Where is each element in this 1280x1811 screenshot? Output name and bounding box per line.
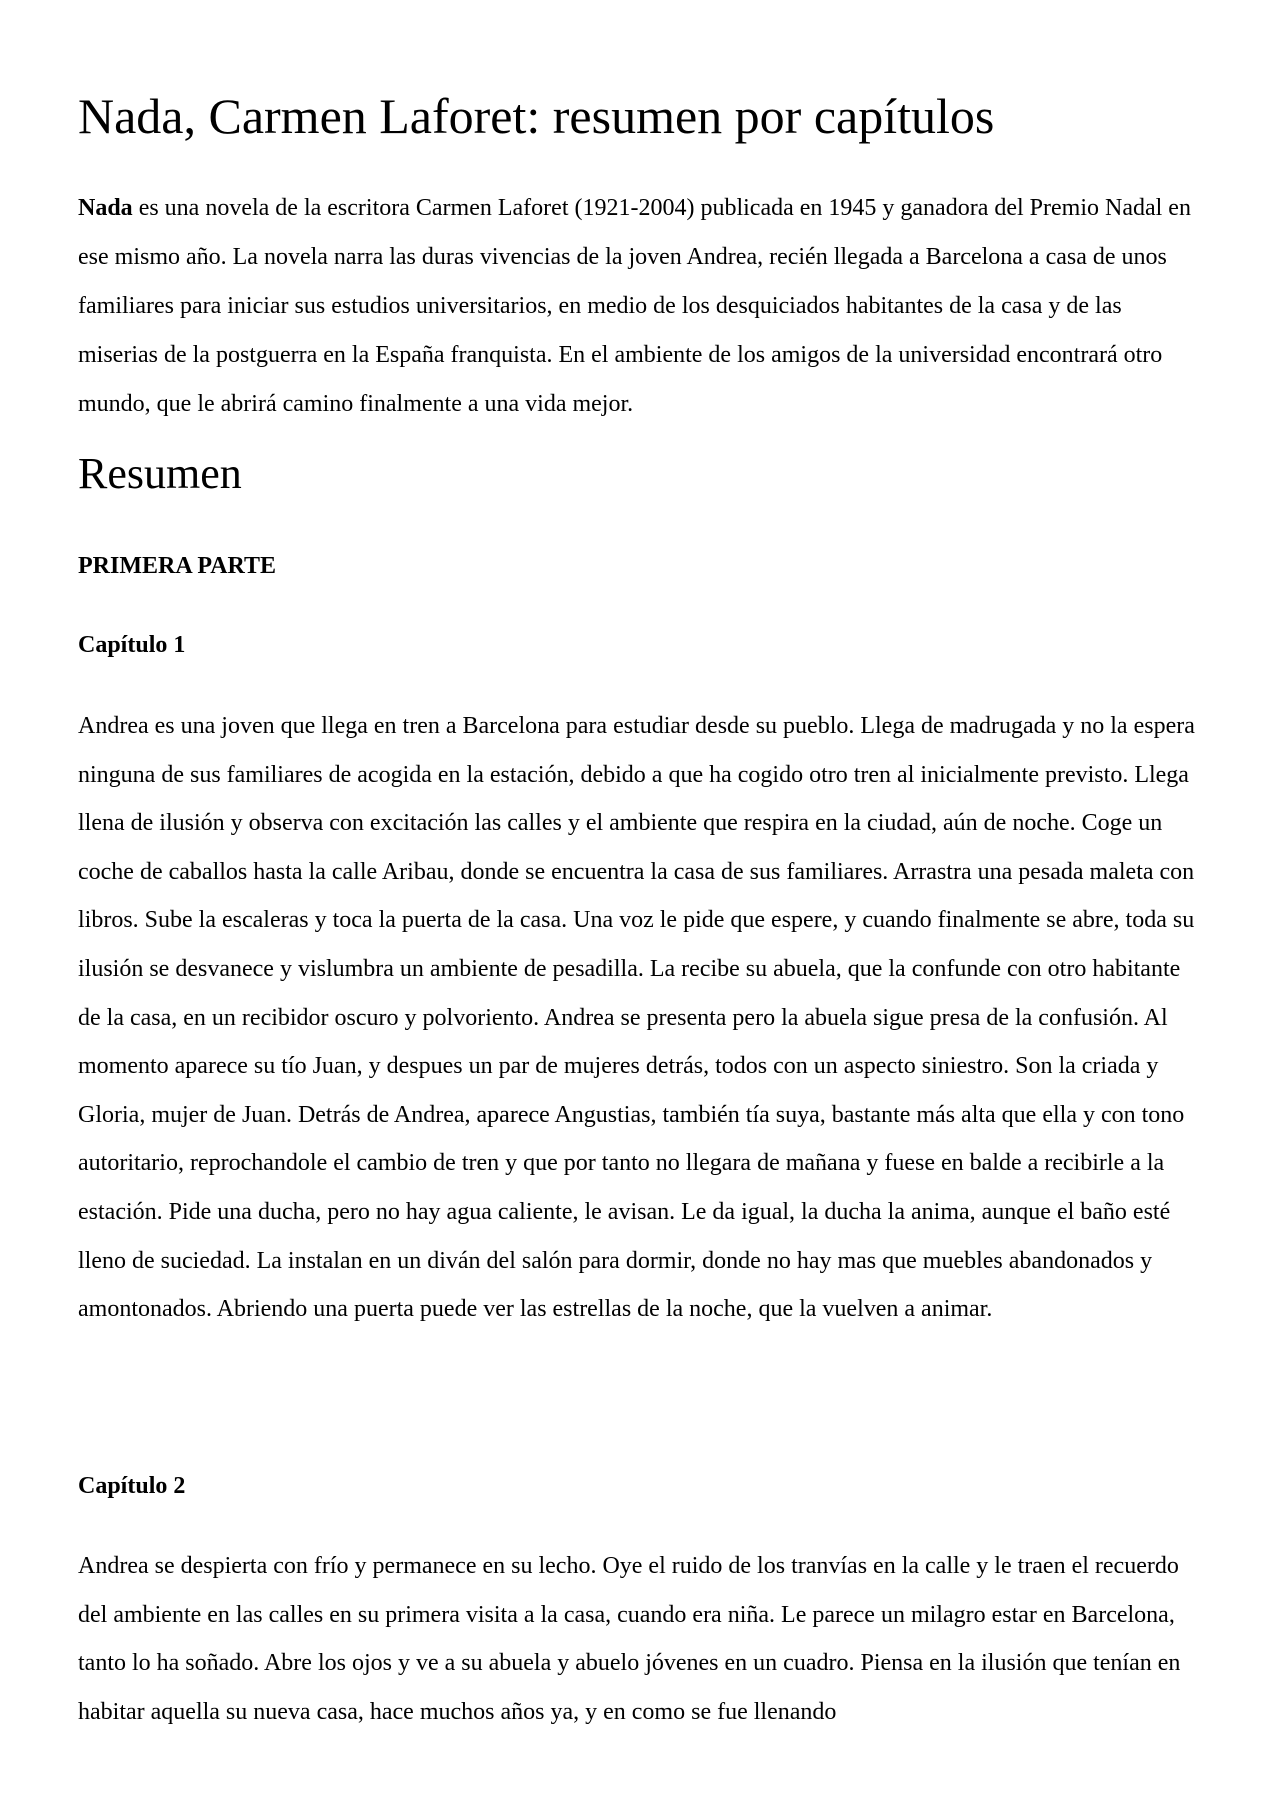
chapter-1-title: Capítulo 1	[78, 632, 186, 658]
intro-lead-bold: Nada	[78, 195, 133, 221]
intro-text: es una novela de la escritora Carmen Laforet (1921-2004) publicada en 1945 y ganadora del Premio Nadal en ese mismo año. La novela narra las duras vivencias de la joven Andrea, recién llegada a Barcelona a casa de unos familiares para iniciar sus estudios universitarios, en medio de los desquiciados habitantes de la casa y de las miserias de la postguerra en la España franquista. En el ambiente de los amigos de la universidad encontrará otro mundo, que le abrirá camino finalmente a una vida mejor.	[78, 195, 1191, 417]
section-title-resumen: Resumen	[78, 449, 242, 498]
intro-paragraph	[78, 184, 1202, 429]
chapter-2-title: Capítulo 2	[78, 1473, 186, 1499]
chapter-2-body: Andrea se despierta con frío y permanece en su lecho. Oye el ruido de los tranvías en la calle y le traen el recuerdo del ambiente en las calles en su primera visita a la casa, cuando era niña. Le parece un milagro estar en Barcelona, tanto lo ha soñado. Abre los ojos y ve a su abuela y abuelo jóvenes en un cuadro. Piensa en la ilusión que tenían en habitar aquella su nueva casa, hace muchos años ya, y en como se fue llenando	[78, 1553, 1181, 1725]
page-title: Nada, Carmen Laforet: resumen por capítulos	[78, 88, 995, 144]
part-title: PRIMERA PARTE	[78, 553, 277, 579]
chapter-1-body: Andrea es una joven que llega en tren a Barcelona para estudiar desde su pueblo. Llega de madrugada y no la espera ninguna de sus familiares de acogida en la estación, debido a que ha cogido otro tren al inicialmente previsto. Llega llena de ilusión y observa con excitación las calles y el ambiente que respira en la ciudad, aún de noche. Coge un coche de caballos hasta la calle Aribau, donde se encuentra la casa de sus familiares. Arrastra una pesada maleta con libros. Sube la escaleras y toca la puerta de la casa. Una voz le pide que espere, y cuando finalmente se abre, toda su ilusión se desvanece y vislumbra un ambiente de pesadilla. La recibe su abuela, que la confunde con otro habitante de la casa, en un recibidor oscuro y polvoriento. Andrea se presenta pero la abuela sigue presa de la confusión. Al momento aparece su tío Juan, y despues un par de mujeres detrás, todos con un aspecto siniestro. Son la criada y Gloria, mujer de Juan. Detrás de Andrea, aparece Angustias, también tía suya, bastante más alta que ella y con tono autoritario, reprochandole el cambio de tren y que por tanto no llegara de mañana y fuese en balde a recibirle a la estación. Pide una ducha, pero no hay agua caliente, le avisan. Le da igual, la ducha la anima, aunque el baño esté lleno de suciedad. La instalan en un diván del salón para dormir, donde no hay mas que muebles abandonados y amontonados. Abriendo una puerta puede ver las estrellas de la noche, que la vuelven a animar.	[78, 713, 1195, 1323]
